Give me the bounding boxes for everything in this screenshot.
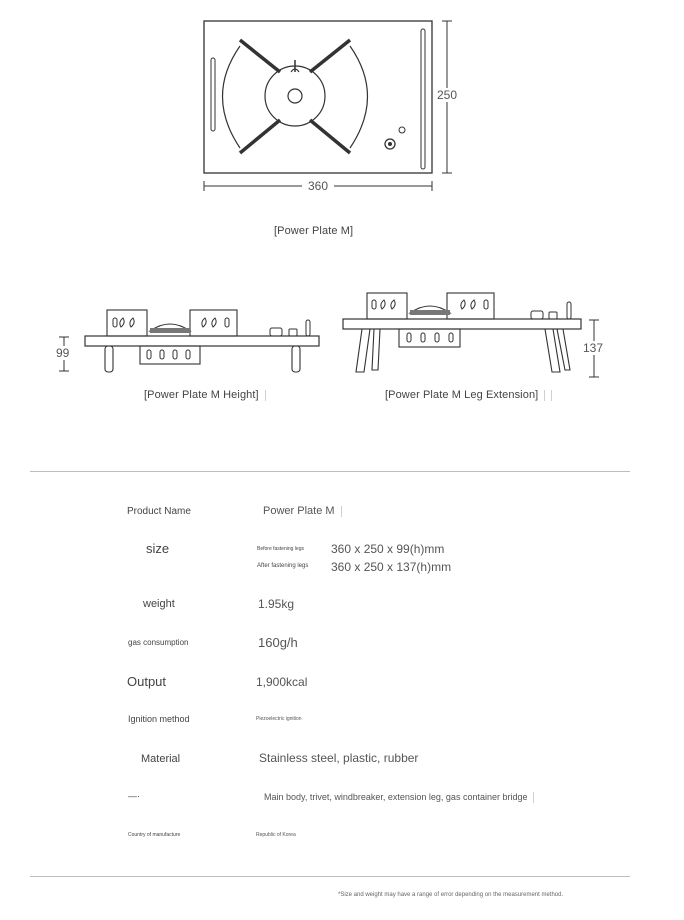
footnote: *Size and weight may have a range of error depending on the measurement method. [338, 892, 564, 898]
spec-label-material: Material [141, 753, 181, 765]
leg-view-caption: [Power Plate M Leg Extension] [385, 389, 552, 401]
spec-label-product-name: Product Name [127, 506, 191, 517]
trivet-arc-left [223, 46, 241, 148]
spec-label-components: —· [128, 791, 140, 801]
spec-label-output: Output [127, 674, 167, 689]
spec-value-components: Main body, trivet, windbreaker, extension leg, gas container bridge [264, 792, 534, 803]
spec-label-ignition: Ignition method [128, 714, 190, 724]
top-view-caption: [Power Plate M] [274, 225, 354, 237]
depth-dimension-label: 250 [437, 88, 458, 102]
spec-value-gas-consumption: 160g/h [258, 635, 298, 650]
spec-label-size: size [146, 541, 170, 556]
spec-value-product-name: Power Plate M [263, 505, 342, 517]
right-slot [421, 29, 425, 169]
spec-value-weight: 1.95kg [258, 597, 295, 611]
spec-value-ignition: Piezoelectric ignition [256, 716, 302, 722]
divider-top [30, 471, 630, 472]
left-slot [211, 58, 215, 131]
spec-value-output: 1,900kcal [256, 675, 308, 689]
plate-outline [204, 21, 432, 173]
igniter [399, 127, 405, 133]
height-dimension-label: 99 [56, 346, 70, 360]
spec-label-size-after: After fastening legs [257, 563, 309, 569]
extended-height-dimension-label: 137 [583, 341, 604, 355]
spec-value-size-after: 360 x 250 x 137(h)mm [331, 560, 452, 574]
trivet-arc-right [350, 46, 368, 148]
spec-label-weight: weight [143, 598, 175, 610]
burner-outer [265, 66, 325, 126]
burner-inner [288, 89, 302, 103]
top-view-drawing [0, 0, 684, 200]
leg-view-drawing [0, 280, 684, 400]
width-dimension-label: 360 [308, 179, 329, 193]
side-view-caption: [Power Plate M Height] [144, 389, 266, 401]
spec-value-material: Stainless steel, plastic, rubber [259, 751, 419, 765]
spec-value-country: Republic of Korea [256, 832, 296, 838]
spec-value-size-before: 360 x 250 x 99(h)mm [331, 542, 445, 556]
spec-label-country: Country of manufacture [128, 832, 181, 838]
spec-label-size-before: Before fastening legs [257, 546, 304, 552]
spec-label-gas-consumption: gas consumption [128, 638, 189, 647]
divider-bottom [30, 876, 630, 877]
